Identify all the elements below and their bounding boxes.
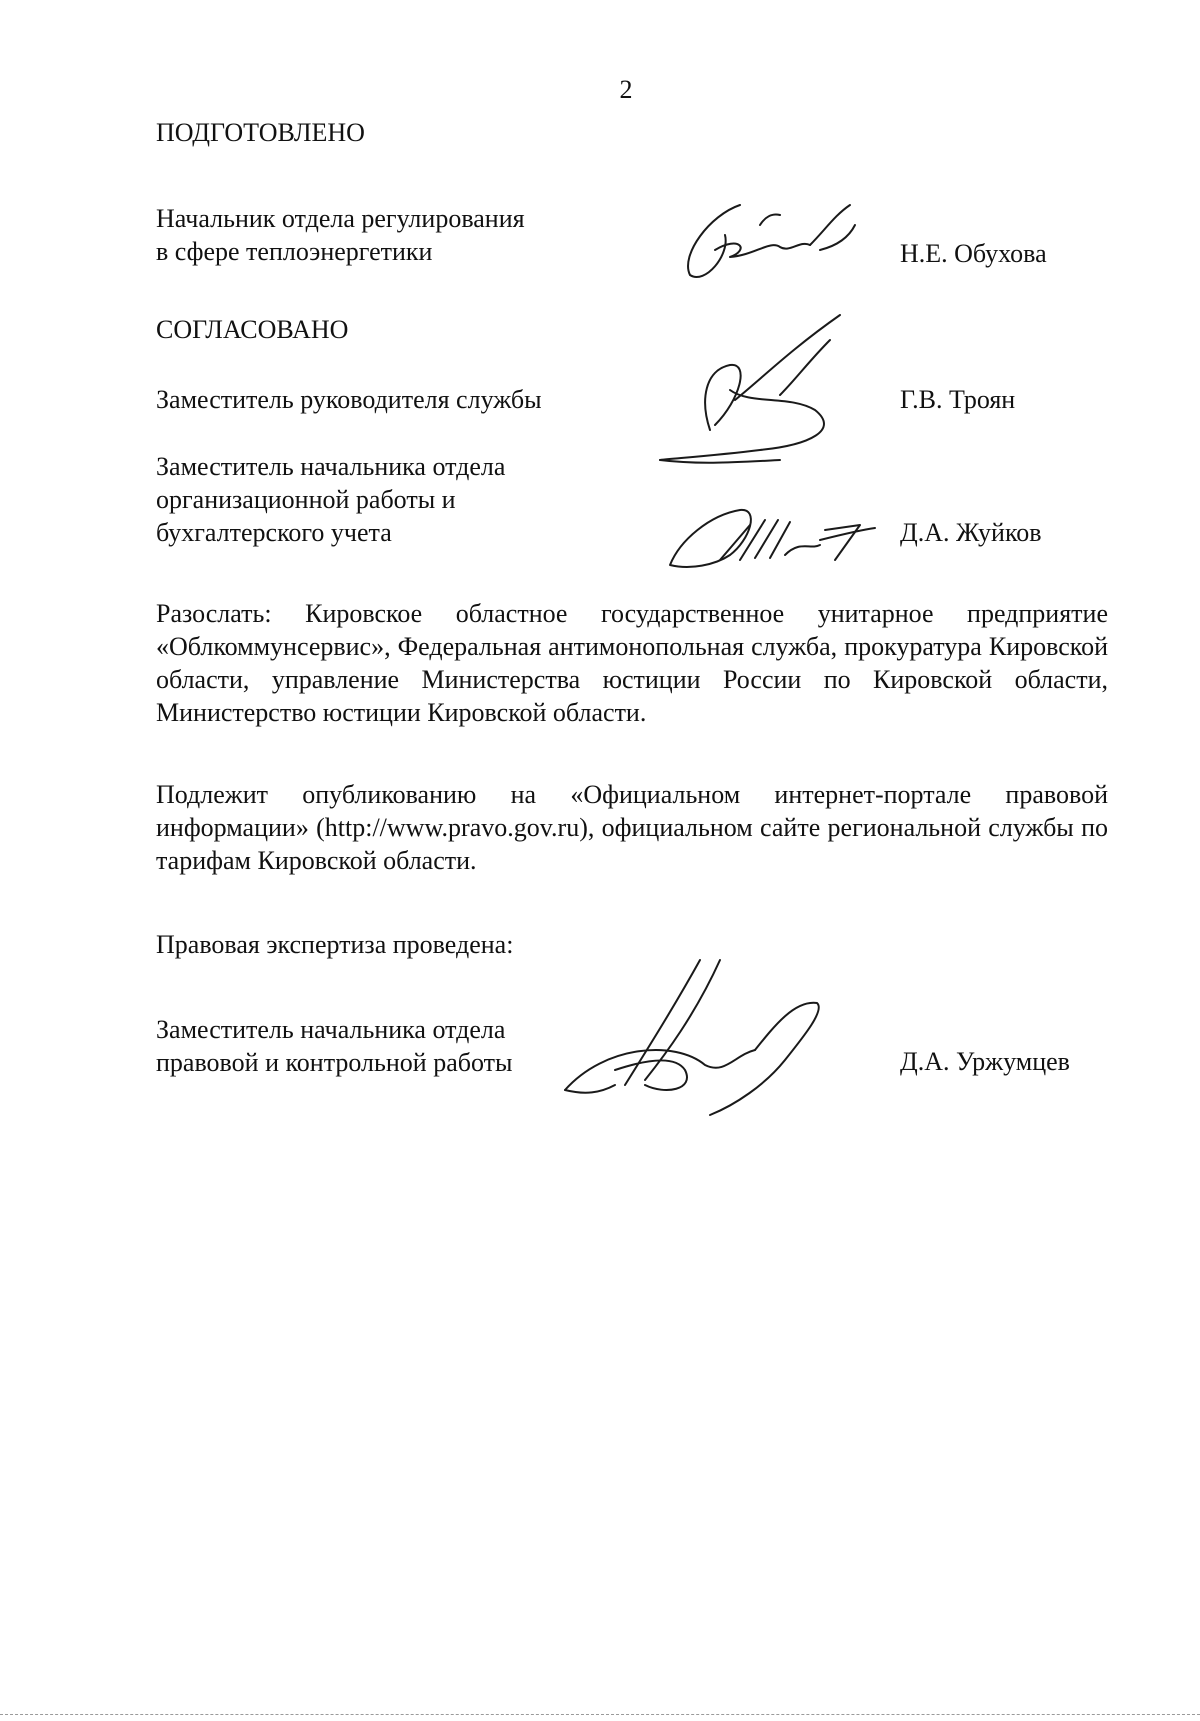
agreed-signatory-1-name: Г.В. Троян xyxy=(900,385,1016,414)
distribution-paragraph: Разослать: Кировское областное государственное унитарное предприятие «Облкоммунсервис», Федеральная антимонопольная служба, прокуратура Кировской области, управление Министерства юстиции России по Кировской области, Министерство юстиции Кировской области. xyxy=(156,599,1108,727)
agreed-heading: СОГЛАСОВАНО xyxy=(156,315,349,344)
signature-urzhumtsev xyxy=(555,955,845,1120)
agreed-signatory-1-position xyxy=(156,383,542,416)
position-line: Заместитель руководителя службы xyxy=(156,385,542,414)
position-line: Начальник отдела регулирования xyxy=(156,204,525,233)
signature-zhuikov xyxy=(660,500,890,580)
prepared-signatory-position xyxy=(156,202,525,268)
agreed-signatory-2-position xyxy=(156,450,505,549)
position-line: в сфере теплоэнергетики xyxy=(156,237,433,266)
position-line: организационной работы и xyxy=(156,485,456,514)
page-number: 2 xyxy=(619,75,633,104)
legal-review-signatory-name: Д.А. Уржумцев xyxy=(900,1047,1070,1076)
position-line: Заместитель начальника отдела xyxy=(156,1015,506,1044)
publication-paragraph: Подлежит опубликованию на «Официальном интернет-портале правовой информации» (http://www.pravo.gov.ru), официальном сайте региональной службы по тарифам Кировской области. xyxy=(156,780,1108,875)
position-line: бухгалтерского учета xyxy=(156,518,392,547)
position-line: правовой и контрольной работы xyxy=(156,1048,513,1077)
page-edge-line xyxy=(0,1714,1200,1715)
agreed-signatory-2-name: Д.А. Жуйков xyxy=(900,518,1042,547)
prepared-heading: ПОДГОТОВЛЕНО xyxy=(156,118,365,147)
position-line: Заместитель начальника отдела xyxy=(156,452,506,481)
legal-review-heading: Правовая экспертиза проведена: xyxy=(156,930,514,959)
prepared-signatory-name: Н.Е. Обухова xyxy=(900,239,1047,268)
legal-review-signatory-position xyxy=(156,1013,512,1079)
signature-obukhova xyxy=(670,195,870,285)
signature-troyan xyxy=(640,310,870,470)
